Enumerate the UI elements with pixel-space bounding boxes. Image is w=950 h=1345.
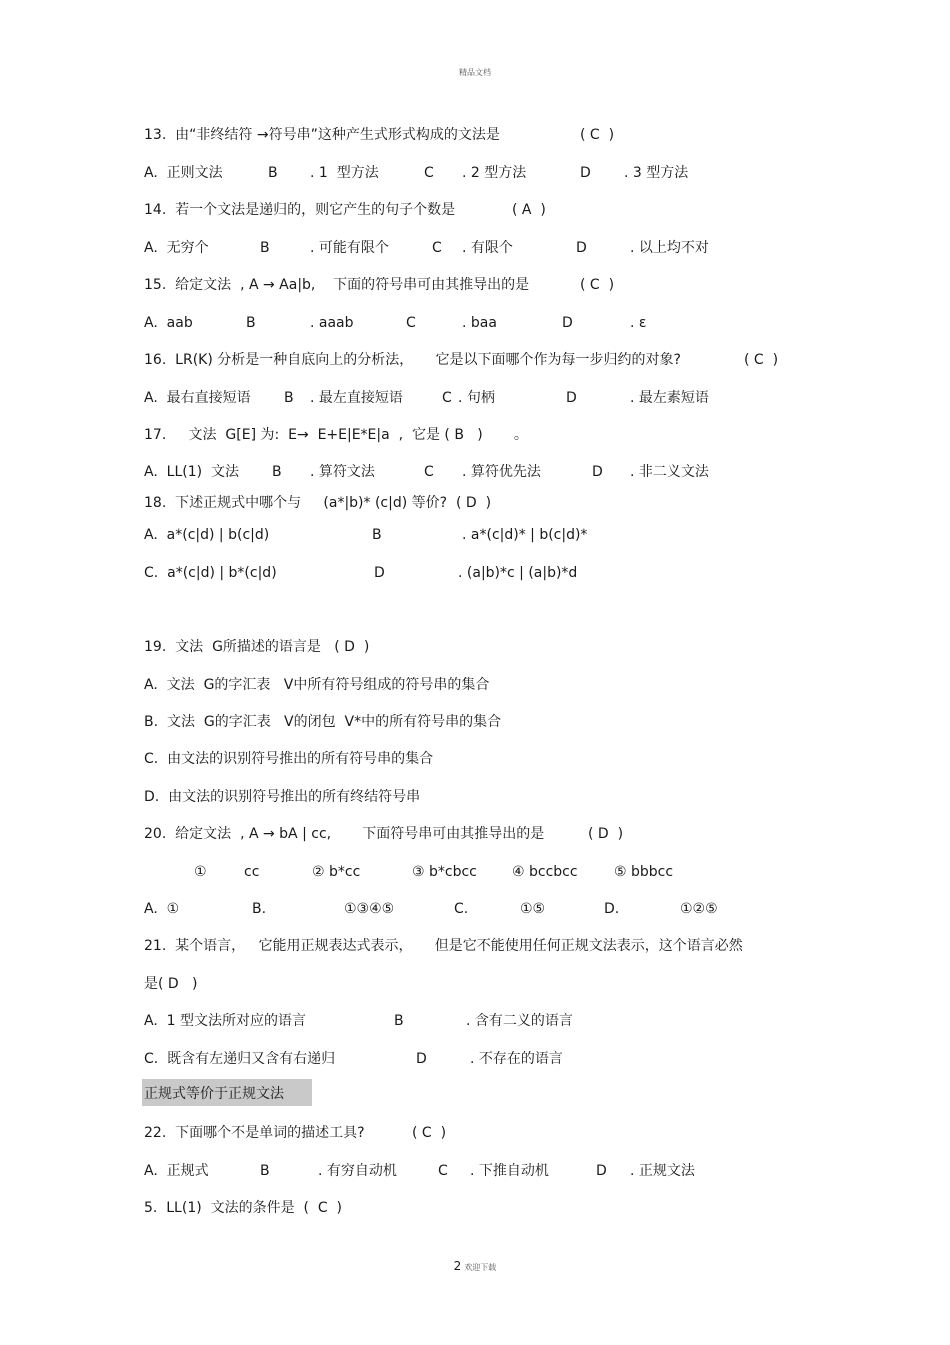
text-segment: 是( D ) xyxy=(144,976,198,992)
text-segment: . 非二义文法 xyxy=(630,464,709,480)
text-segment: ①③④⑤ xyxy=(344,901,395,917)
text-segment: C xyxy=(432,240,442,256)
text-segment: A. 1 型文法所对应的语言 xyxy=(144,1013,307,1029)
text-segment: 13. 由“非终结符 →符号串”这种产生式形式构成的文法是 xyxy=(144,127,500,143)
text-segment: ( C ) xyxy=(580,277,615,293)
text-segment: A. 最右直接短语 xyxy=(144,390,251,406)
text-segment: B. xyxy=(252,901,267,917)
text-segment: . 最左直接短语 xyxy=(310,390,403,406)
text-segment: . 1 型方法 xyxy=(310,165,379,181)
text-segment: 20. 给定文法 , A → bA | cc, 下面符号串可由其推导出的是 xyxy=(144,826,545,842)
text-segment: D xyxy=(374,565,385,581)
text-segment: 16. LR(K) 分析是一种自底向上的分析法， 它是以下面哪个作为每一步归约的对象? xyxy=(144,352,681,368)
text-segment: . 最左素短语 xyxy=(630,390,709,406)
page-footer xyxy=(0,1259,950,1273)
text-segment: A. a*(c|d) | b(c|d) xyxy=(144,527,270,543)
text-segment: cc xyxy=(244,864,260,880)
text-segment: C xyxy=(406,315,416,331)
text-segment: . baa xyxy=(462,315,497,331)
text-segment: C. a*(c|d) | b*(c|d) xyxy=(144,565,277,581)
text-segment: C. xyxy=(454,901,469,917)
text-segment: ④ bccbcc xyxy=(512,864,578,880)
text-segment: A. ① xyxy=(144,901,180,917)
text-segment: . 有穷自动机 xyxy=(318,1163,397,1179)
text-segment: . 下推自动机 xyxy=(470,1163,549,1179)
text-segment: 14. 若一个文法是递归的，则它产生的句子个数是 xyxy=(144,202,456,218)
text-segment: D. xyxy=(604,901,620,917)
text-segment: B xyxy=(372,527,382,543)
text-segment: ①⑤ xyxy=(520,901,546,917)
text-segment: ( C ) xyxy=(744,352,779,368)
footer-note: 欢迎下载 xyxy=(464,1263,497,1272)
text-segment: . (a|b)*c | (a|b)*d xyxy=(458,565,578,581)
text-segment: C. 既含有左递归又含有右递归 xyxy=(144,1051,336,1067)
text-segment: A. 正规式 xyxy=(144,1163,209,1179)
text-segment: . 2 型方法 xyxy=(462,165,527,181)
text-segment: ⑤ bbbcc xyxy=(614,864,674,880)
text-segment: . 算符优先法 xyxy=(462,464,541,480)
text-segment: D xyxy=(592,464,603,480)
page-number: 2 xyxy=(453,1259,462,1273)
text-segment: 15. 给定文法 , A → Aa|b, 下面的符号串可由其推导出的是 xyxy=(144,277,530,293)
text-segment: 21. 某个语言， 它能用正规表达式表示， 但是它不能使用任何正规文法表示，这个语言必然 xyxy=(144,938,743,954)
text-segment: B. 文法 G的字汇表 V的闭包 V*中的所有符号串的集合 xyxy=(144,714,502,730)
text-segment: D xyxy=(416,1051,427,1067)
text-segment: 22. 下面哪个不是单词的描述工具? xyxy=(144,1125,365,1141)
text-segment: ③ b*cbcc xyxy=(412,864,477,880)
text-segment: C xyxy=(424,165,434,181)
text-segment: . 正规文法 xyxy=(630,1163,695,1179)
text-segment: A. aab xyxy=(144,315,193,331)
text-segment: 18. 下述正规式中哪个与 (a*|b)* (c|d) 等价? ( D ) xyxy=(144,495,492,511)
text-segment: C. 由文法的识别符号推出的所有符号串的集合 xyxy=(144,751,434,767)
text-segment: B xyxy=(272,464,282,480)
text-segment: 5. LL(1) 文法的条件是 ( C ) xyxy=(144,1200,342,1216)
text-segment: ① xyxy=(194,864,207,880)
text-segment: 17. 文法 G[E] 为: E→ E+E|E*E|a , 它是 ( B ) 。 xyxy=(144,427,528,443)
text-segment: ( C ) xyxy=(412,1125,447,1141)
text-segment: B xyxy=(246,315,256,331)
text-segment: B xyxy=(284,390,294,406)
text-segment: ② b*cc xyxy=(312,864,361,880)
page-header: 精品文档 xyxy=(459,68,491,77)
text-segment: . 含有二义的语言 xyxy=(466,1013,573,1029)
text-segment: . aaab xyxy=(310,315,354,331)
highlighted-note-text: 正规式等价于正规文法 xyxy=(144,1086,284,1102)
text-segment: ①②⑤ xyxy=(680,901,718,917)
highlighted-note xyxy=(142,1079,312,1106)
text-segment: D xyxy=(576,240,587,256)
text-segment: B xyxy=(260,1163,270,1179)
text-segment: C xyxy=(442,390,452,406)
text-segment: C xyxy=(424,464,434,480)
text-segment: D xyxy=(562,315,573,331)
text-segment: ( C ) xyxy=(580,127,615,143)
text-segment: D xyxy=(580,165,591,181)
text-segment: A. 正则文法 xyxy=(144,165,223,181)
text-segment: A. LL(1) 文法 xyxy=(144,464,240,480)
text-segment: . 算符文法 xyxy=(310,464,375,480)
text-segment: C xyxy=(438,1163,448,1179)
text-segment: 19. 文法 G所描述的语言是 ( D ) xyxy=(144,639,370,655)
text-segment: ( A ) xyxy=(512,202,546,218)
text-segment: . 可能有限个 xyxy=(310,240,389,256)
text-segment: . 不存在的语言 xyxy=(470,1051,563,1067)
text-segment: D xyxy=(566,390,577,406)
text-segment: . 以上均不对 xyxy=(630,240,709,256)
text-segment: ( D ) xyxy=(588,826,624,842)
text-segment: . 句柄 xyxy=(458,390,495,406)
text-segment: . 有限个 xyxy=(462,240,513,256)
text-segment: A. 无穷个 xyxy=(144,240,209,256)
text-segment: B xyxy=(394,1013,404,1029)
text-segment: . 3 型方法 xyxy=(624,165,689,181)
text-segment: . ε xyxy=(630,315,647,331)
text-segment: B xyxy=(268,165,278,181)
text-segment: B xyxy=(260,240,270,256)
text-segment: A. 文法 G的字汇表 V中所有符号组成的符号串的集合 xyxy=(144,677,490,693)
text-segment: D. 由文法的识别符号推出的所有终结符号串 xyxy=(144,789,421,805)
text-segment: . a*(c|d)* | b(c|d)* xyxy=(462,527,588,543)
text-segment: D xyxy=(596,1163,607,1179)
